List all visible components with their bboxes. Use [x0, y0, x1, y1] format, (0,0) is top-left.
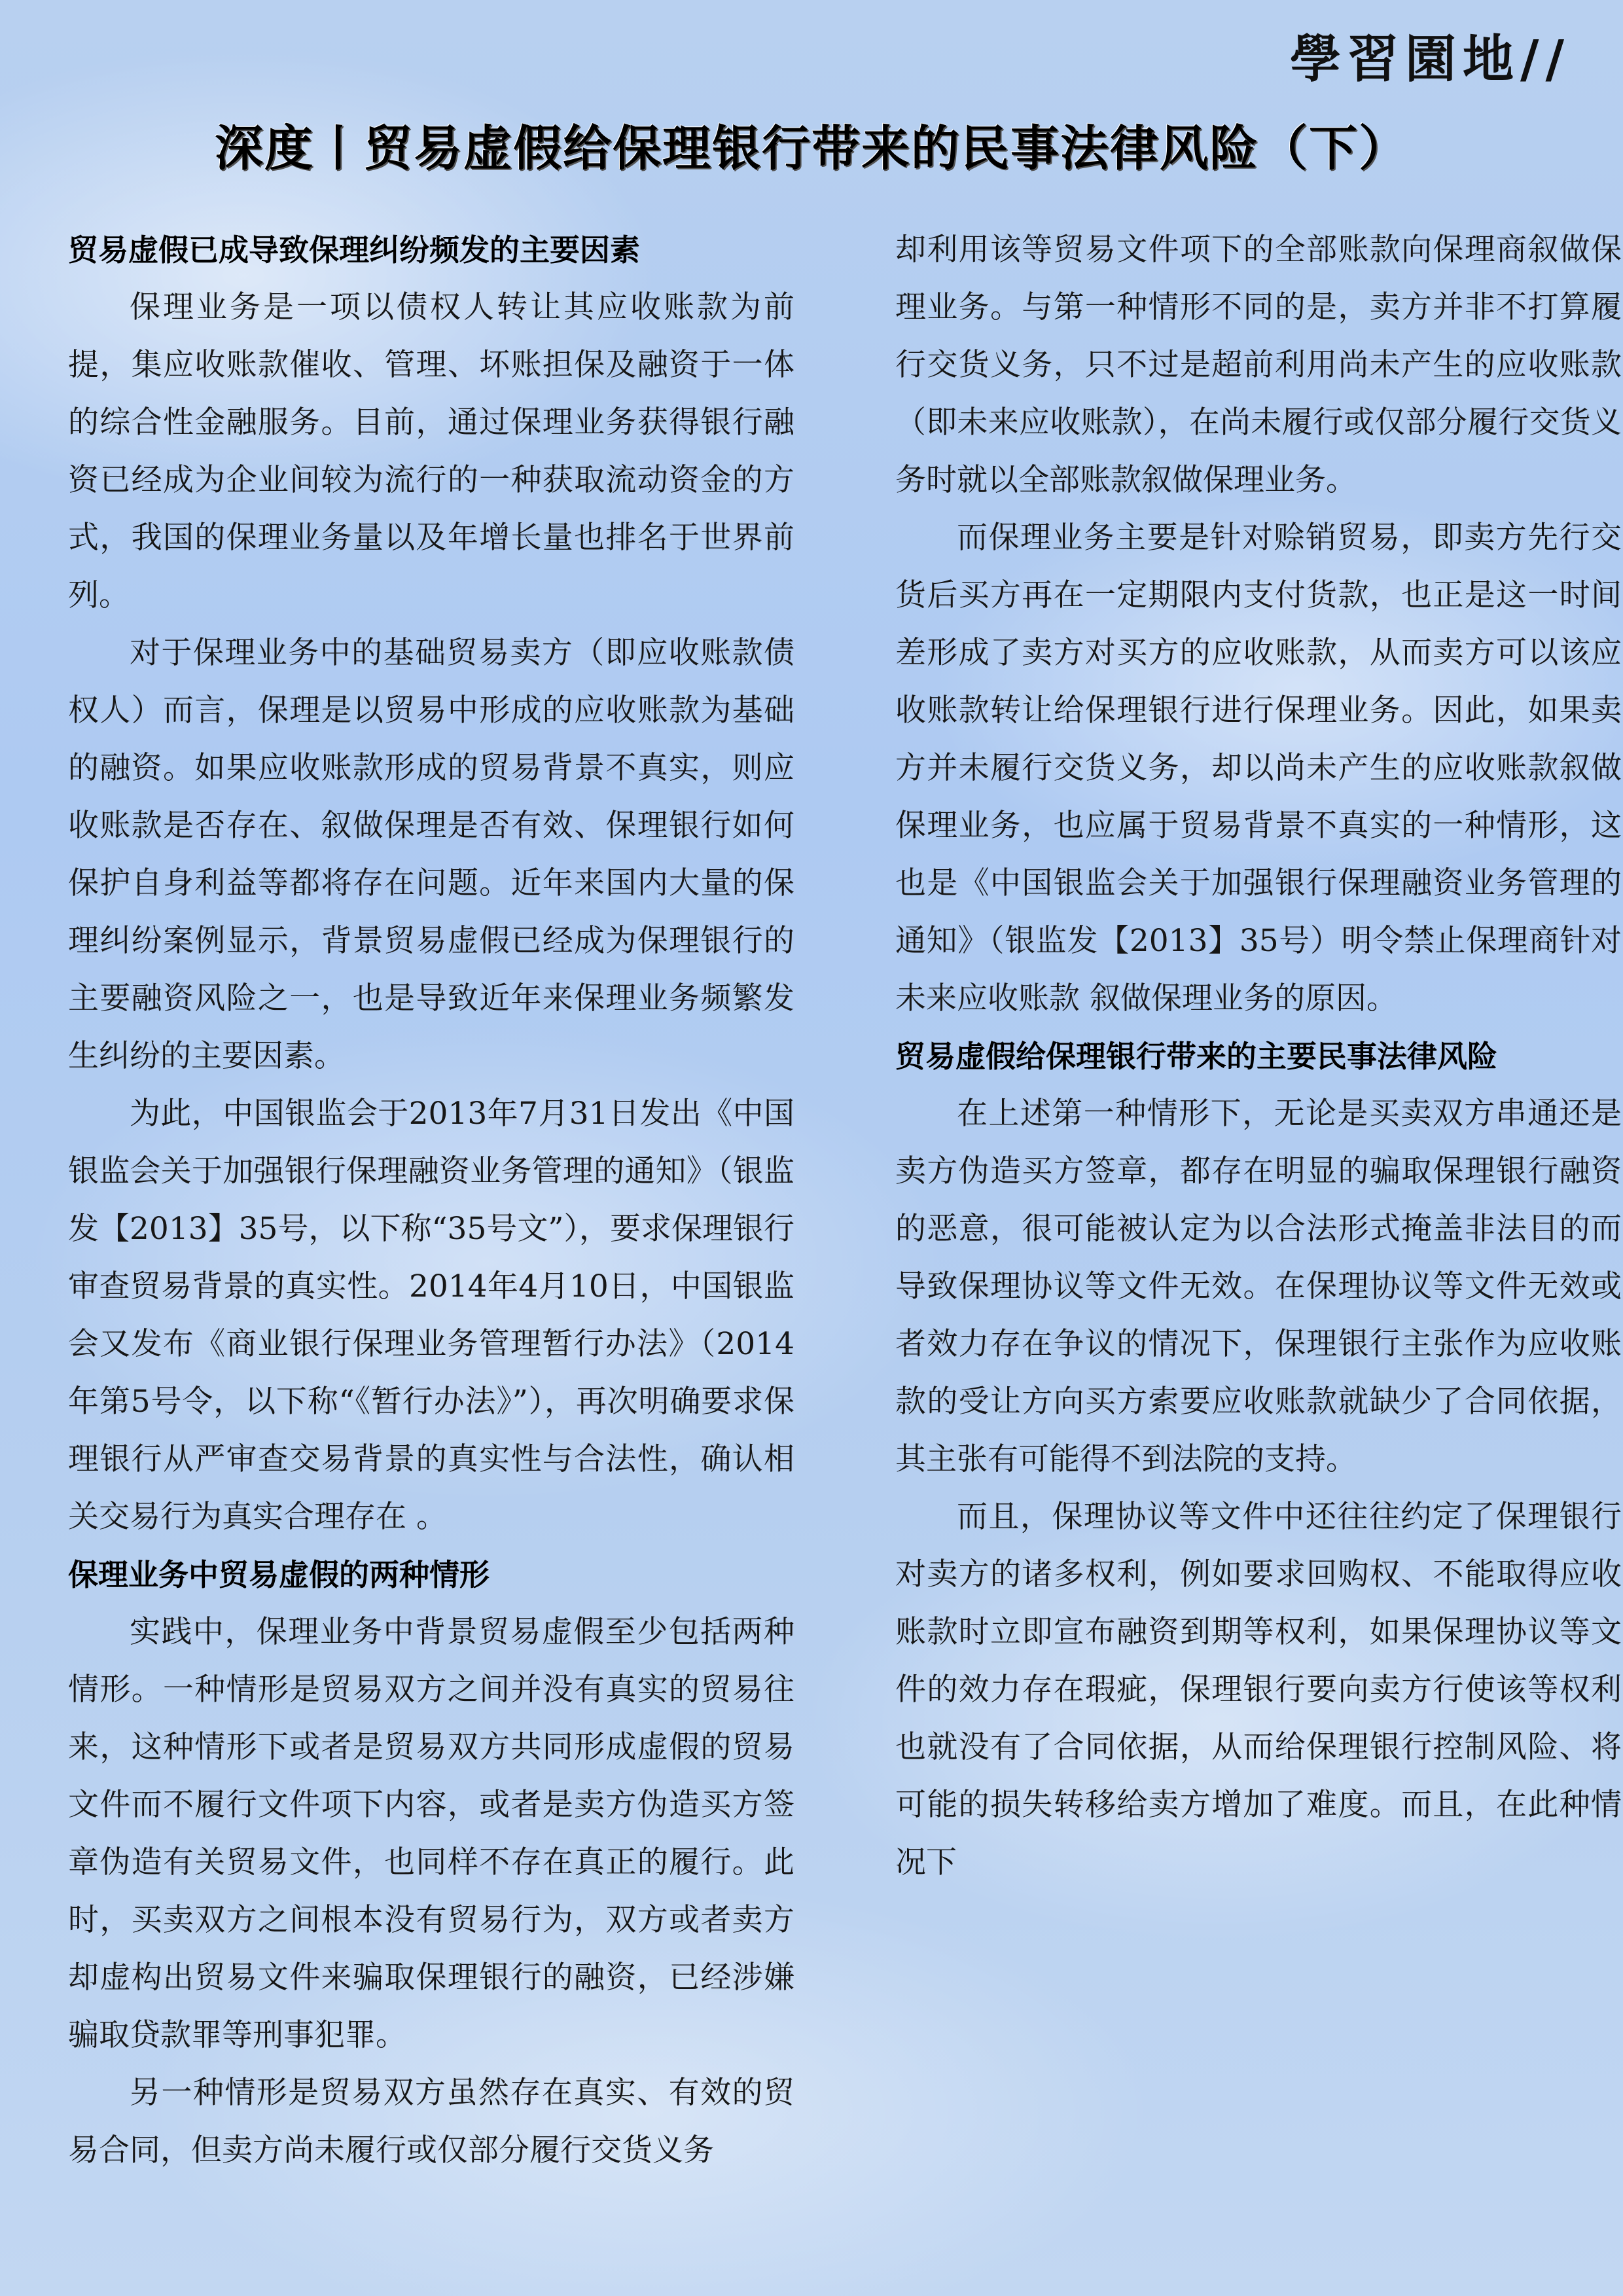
section-heading: 贸易虚假已成导致保理纠纷频发的主要因素 — [68, 232, 640, 268]
paragraph: 而且，保理协议等文件中还往往约定了保理银行对卖方的诸多权利，例如要求回购权、不能取得应收账款时立即宣布融资到期等权利，如果保理协议等文件的效力存在瑕疵，保理银行要向卖方行使该等权利也就没有了合同依据，从而给保理银行控制风险、将可能的损失转移给卖方增加了难度。而且，在此种情况下 — [895, 1499, 1622, 1880]
paragraph: 另一种情形是贸易双方虽然存在真实、有效的贸易合同，但卖方尚未履行或仅部分履行交货义务 — [68, 2075, 794, 2168]
paragraph-continued: 却利用该等贸易文件项下的全部账款向保理商叙做保理业务。与第一种情形不同的是，卖方并非不打算履行交货义务，只不过是超前利用尚未产生的应收账款（即未来应收账款），在尚未履行或仅部分履行交货义务时就以全部账款叙做保理业务。 — [895, 232, 1622, 498]
section-heading: 保理业务中贸易虚假的两种情形 — [68, 1557, 490, 1592]
left-column — [68, 221, 794, 2179]
paragraph: 为此，中国银监会于2013年7月31日发出《中国银监会关于加强银行保理融资业务管理的通知》（银监发【2013】35号，以下称“35号文”），要求保理银行审查贸易背景的真实性。2014年4月10日，中国银监会又发布《商业银行保理业务管理暂行办法》（2014年第5号令，以下称“《暂行办法》”），再次明确要求保理银行从严审查交易背景的真实性与合法性，确认相关交易行为真实合理存在 。 — [68, 1096, 794, 1535]
section-heading: 贸易虚假给保理银行带来的主要民事法律风险 — [895, 1039, 1497, 1074]
paragraph: 而保理业务主要是针对赊销贸易，即卖方先行交货后买方再在一定期限内支付货款，也正是这一时间差形成了卖方对买方的应收账款，从而卖方可以该应收账款转让给保理银行进行保理业务。因此，如果卖方并未履行交货义务，却以尚未产生的应收账款叙做保理业务，也应属于贸易背景不真实的一种情形，这也是《中国银监会关于加强银行保理融资业务管理的通知》（银监发【2013】35号）明令禁止保理商针对未来应收账款 叙做保理业务的原因。 — [895, 520, 1622, 1016]
paragraph: 对于保理业务中的基础贸易卖方（即应收账款债权人）而言，保理是以贸易中形成的应收账款为基础的融资。如果应收账款形成的贸易背景不真实，则应收账款是否存在、叙做保理是否有效、保理银行如何保护自身利益等都将存在问题。近年来国内大量的保理纠纷案例显示，背景贸易虚假已经成为保理银行的主要融资风险之一，也是导致近年来保理业务频繁发生纠纷的主要因素。 — [68, 635, 794, 1074]
right-column — [895, 221, 1622, 1892]
paragraph: 在上述第一种情形下，无论是买卖双方串通还是卖方伪造买方签章，都存在明显的骗取保理银行融资的恶意，很可能被认定为以合法形式掩盖非法目的而导致保理协议等文件无效。在保理协议等文件无效或者效力存在争议的情况下，保理银行主张作为应收账款的受让方向买方索要应收账款就缺少了合同依据，其主张有可能得不到法院的支持。 — [895, 1096, 1622, 1477]
section-header-mark: 學習園地// — [1290, 30, 1571, 89]
article-title: 深度丨贸易虚假给保理银行带来的民事法律风险（下） — [215, 120, 1408, 177]
paragraph: 保理业务是一项以债权人转让其应收账款为前提，集应收账款催收、管理、坏账担保及融资于一体的综合性金融服务。目前，通过保理业务获得银行融资已经成为企业间较为流行的一种获取流动资金的方式，我国的保理业务量以及年增长量也排名于世界前列。 — [68, 289, 794, 613]
paragraph: 实践中，保理业务中背景贸易虚假至少包括两种情形。一种情形是贸易双方之间并没有真实的贸易往来，这种情形下或者是贸易双方共同形成虚假的贸易文件而不履行文件项下内容，或者是卖方伪造买方签章伪造有关贸易文件，也同样不存在真正的履行。此时，买卖双方之间根本没有贸易行为，双方或者卖方却虚构出贸易文件来骗取保理银行的融资，已经涉嫌骗取贷款罪等刑事犯罪。 — [68, 1614, 794, 2053]
